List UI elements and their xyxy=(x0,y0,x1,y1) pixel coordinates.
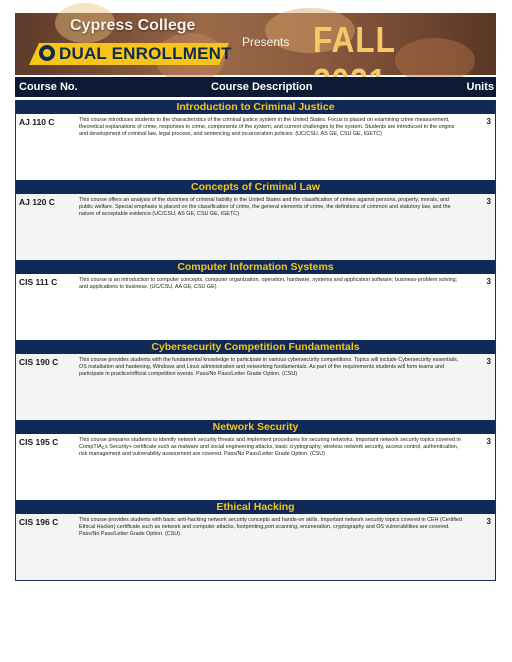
course-row xyxy=(16,194,495,260)
course-row xyxy=(16,274,495,340)
course-row xyxy=(16,434,495,500)
course-section xyxy=(15,180,496,261)
table-header xyxy=(15,77,496,97)
course-section xyxy=(15,420,496,501)
term-title: FALL xyxy=(313,19,396,60)
course-description: This course provides students with the fundamental knowledge to participate in various cybersecurity competitions. Topics will include Cybersecurity essentials, OS installation and hardening, Windows and Linux administration and networking fundamentals. As part of the requirements students will form teams and participate in practice/official competition events. Pass/No Pass/Letter Grade Option. (CSU) xyxy=(79,357,459,378)
dual-enrollment-logo-icon xyxy=(39,45,55,61)
section-title: Concepts of Criminal Law xyxy=(16,180,495,194)
course-row xyxy=(16,114,495,180)
course-code: AJ 110 C xyxy=(19,117,55,127)
header-units: Units xyxy=(466,81,494,93)
course-units: 3 xyxy=(486,277,491,286)
course-description: This course provides students with basic anti-hacking network security concepts and hands-on skills. Important network security topics covered in CEH (Certified Ethical Hacker) certificate such as network and computer attacks, footprinting,port scanning, enumeration, cryptography and OS vulnerabilities are covered. Pass/No Pass/Letter Grade Option. (CSU) xyxy=(79,517,462,538)
section-title: Computer Information Systems xyxy=(16,260,495,274)
course-code: AJ 120 C xyxy=(19,197,55,207)
course-units: 3 xyxy=(486,117,491,126)
course-description: This course offers an analysis of the doctrines of criminal liability in the United States and the classification of crimes against persons, property, morals, and public welfare. Special emphasis is placed on the classification of crime, the general elements of crime, the definitions of common and statutory law, and the nature of acceptable evidence.(UC/CSU, AS GE, CSU GE, IGETC) xyxy=(79,197,451,218)
section-title: Cybersecurity Competition Fundamentals xyxy=(16,340,495,354)
course-units: 3 xyxy=(486,517,491,526)
course-section xyxy=(15,100,496,181)
course-section xyxy=(15,260,496,341)
course-row xyxy=(16,354,495,420)
course-units: 3 xyxy=(486,437,491,446)
course-units: 3 xyxy=(486,197,491,206)
course-code: CIS 196 C xyxy=(19,517,59,527)
section-title: Introduction to Criminal Justice xyxy=(16,100,495,114)
course-units: 3 xyxy=(486,357,491,366)
course-code: CIS 190 C xyxy=(19,357,59,367)
course-description: This course prepares students to identify network security threats and implement procedures for securing networks. Important network security topics covered in CompTIA¿s Security+ certificate such as malware and social engineering attacks, basic cryptography, wireless network security, access control, authentication, risk management and vulnerability assessment are covered. Pass/No Pass/Letter Grade Option. (CSU) xyxy=(79,437,461,458)
header-course-description: Course Description xyxy=(211,81,313,93)
course-section xyxy=(15,500,496,581)
program-name: DUAL ENROLLMENT xyxy=(59,44,232,63)
course-code: CIS 195 C xyxy=(19,437,59,447)
course-description: This course introduces students to the characteristics of the criminal justice system in the United States. Focus is placed on examining crime measurement, theoretical explanations of crime, responses to crime, components of the system, and current challenges to the system. Students are introduced to the origins and development of criminal law, legal process, and sentencing and incarceration policies. (UC/CSU, AS GE, CSU GE, IGETC) xyxy=(79,117,455,138)
section-title: Network Security xyxy=(16,420,495,434)
section-title: Ethical Hacking xyxy=(16,500,495,514)
header-course-no: Course No. xyxy=(19,81,78,93)
header-banner xyxy=(15,13,496,75)
presents-text: Presents xyxy=(242,35,290,49)
college-name: Cypress College xyxy=(70,17,196,34)
course-section xyxy=(15,340,496,421)
course-description: This course is an introduction to computer concepts, computer organization, operation, hardware, systems and application software; business-problem solving; and applications to business. (UC/CSU, AA GE, CSU GE) xyxy=(79,277,458,291)
course-code: CIS 111 C xyxy=(19,277,58,287)
course-row xyxy=(16,514,495,580)
